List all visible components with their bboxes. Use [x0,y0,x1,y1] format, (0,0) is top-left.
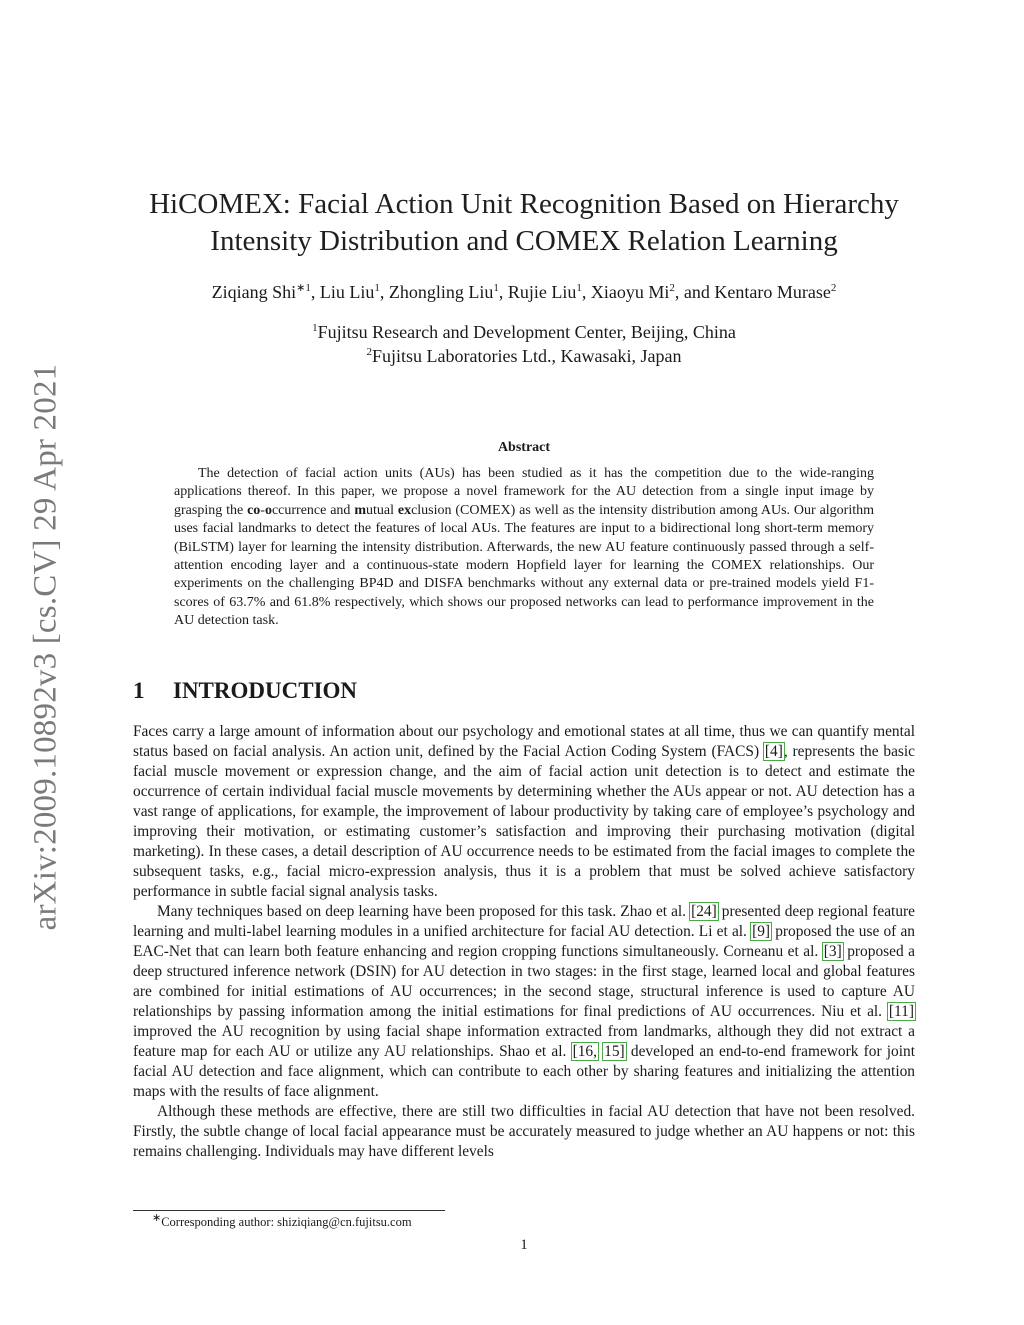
author-separator: , and [674,282,715,302]
abstract-segment: utual [365,502,398,518]
abstract-emphasis: m [354,502,366,518]
citation-link[interactable]: [9] [752,923,771,940]
author-affil-mark: 1 [493,282,499,294]
section-number: 1 [133,678,145,703]
author-name: Ziqiang Shi [211,282,297,302]
affiliation-mark: 2 [366,346,373,358]
affiliation-list [200,320,848,368]
author-affil-mark: 2 [669,282,675,294]
footnote-divider [133,1210,445,1211]
paragraph-2 [133,902,915,1102]
citation-link[interactable]: [4] [764,743,783,760]
title-line-2: Intensity Distribution and COMEX Relation Learning [210,225,838,257]
paragraph-1 [133,722,915,902]
author-affil-mark: 1 [374,282,380,294]
footnote [152,1211,412,1230]
section-title: INTRODUCTION [173,678,358,703]
author-name: Zhongling Liu [388,282,494,302]
abstract-text [174,465,874,631]
abstract-emphasis: ex [397,502,412,518]
text-segment: improved the AU recognition by using facial shape information extracted from landmarks, although they did not extract a feature map for each AU or utilize any AU relationships. Shao et al. [133,1023,915,1060]
author-name: Xiaoyu Mi [590,282,670,302]
text-segment: Many techniques based on deep learning have been proposed for this task. Zhao et al. [157,903,691,920]
introduction-body [133,722,915,1162]
abstract-segment: - [260,502,265,518]
footnote-mark: ∗ [152,1211,162,1224]
author-affil-mark: 1 [576,282,582,294]
title-line-1: HiCOMEX: Facial Action Unit Recognition Based on Hierarchy [149,188,899,220]
text-segment: presented deep regional feature learning and multi-label learning modules in a unified architecture for facial AU detection. Li et al. [133,903,915,940]
citation-link[interactable]: [24] [691,903,717,920]
citation-link[interactable]: 15] [604,1043,625,1060]
citation-link[interactable]: [16, [572,1043,597,1060]
text-segment: developed an end-to-end framework for joint facial AU detection and face alignment, which can contribute to each other by sharing features and initializing the attention maps with the results of face alignment. [133,1043,915,1100]
text-segment: proposed a deep structured inference network (DSIN) for AU detection in two stages: in the first stage, learned local and global features are combined for initial estimations of AU occurrences; in the second stage, structural inference is used to capture AU relationships by passing information among the initial estimations for final predictions of AU occurrences. Niu et al. [133,943,915,1020]
section-heading-introduction [133,678,357,704]
abstract-segment: The detection of facial action units (AUs) has been studied as it has the competition due to the wide-ranging applications thereof. In this paper, we propose a novel framework for the AU detection from a single input image by grasping the [174,466,874,518]
affiliation-mark: 1 [312,322,318,334]
citation-link[interactable]: [11] [888,1003,914,1020]
text-segment: proposed the use of an EAC-Net that can learn both feature enhancing and region cropping functions simultaneously. Corneanu et al. [133,923,915,960]
affiliation-text: Fujitsu Laboratories Ltd., Kawasaki, Japan [372,346,682,366]
abstract-segment: clusion (COMEX) as well as the intensity distribution among AUs. Our algorithm uses facial landmarks to detect the features of local AUs. The features are input to a bidirectional long short-term memory (BiLSTM) layer for learning the intensity distribution. Afterwards, the new AU feature continuously passed through a self-attention encoding layer and a continuous-state modern Hopfield layer for learning the COMEX relationships. Our experiments on the challenging BP4D and DISFA benchmarks without any external data or pre-trained models yield F1-scores of 63.7% and 61.8% respectively, which shows our proposed networks can lead to performance improvement in the AU detection task. [174,502,875,629]
abstract-heading: Abstract [497,440,551,455]
affiliation-text: Fujitsu Research and Development Center, Beijing, China [317,322,736,342]
author-separator: , [379,282,389,302]
abstract-segment: ccurrence and [271,502,355,518]
author-separator: , [498,282,508,302]
citation-link[interactable]: [3] [823,943,842,960]
author-list [100,280,948,304]
affiliation-2 [200,344,848,368]
text-segment: Faces carry a large amount of information about our psychology and emotional states at all time, thus we can quantify mental status based on facial analysis. An action unit, defined by the Facial Action Coding System (FACS) [133,723,915,760]
author-separator: , [310,282,320,302]
affiliation-1 [200,320,848,344]
author-name: Liu Liu [319,282,375,302]
arxiv-identifier-stamp[interactable]: arXiv:2009.10892v3 [cs.CV] 29 Apr 2021 [27,363,64,931]
author-name: Rujie Liu [507,282,577,302]
author-affil-mark: ∗1 [296,282,311,294]
author-affil-mark: 2 [830,282,837,294]
paragraph-3: Although these methods are effective, there are still two difficulties in facial AU detection that have not been resolved. Firstly, the subtle change of local facial appearance must be accurately measured to judge whether an AU happens or not: this remains challenging. Individuals may have different levels [133,1103,915,1160]
text-segment: , represents the basic facial muscle movement or expression change, and the aim of facial action unit detection is to detect and estimate the occurrence of certain individual facial muscle movements by determining whether the AUs appear or not. AU detection has a vast range of applications, for example, the improvement of labour productivity by taking care of employee’s psychology and improving their motivation, or estimating customer’s satisfaction and improving their purchasing motivation (digital marketing). In these cases, a detail description of AU occurrence needs to be estimated from the facial images to complete the subsequent tasks, e.g., facial micro-expression analysis, thus it is a problem that must be solved achieve satisfactory performance in subtle facial signal analysis tasks. [133,743,915,900]
footnote-text: Corresponding author: shiziqiang@cn.fujitsu.com [161,1215,412,1229]
page-number: 1 [520,1237,528,1253]
abstract-emphasis: o [264,502,272,518]
author-name: Kentaro Murase [714,282,831,302]
abstract-emphasis: co [247,502,261,518]
author-separator: , [581,282,591,302]
paper-title [140,186,908,260]
